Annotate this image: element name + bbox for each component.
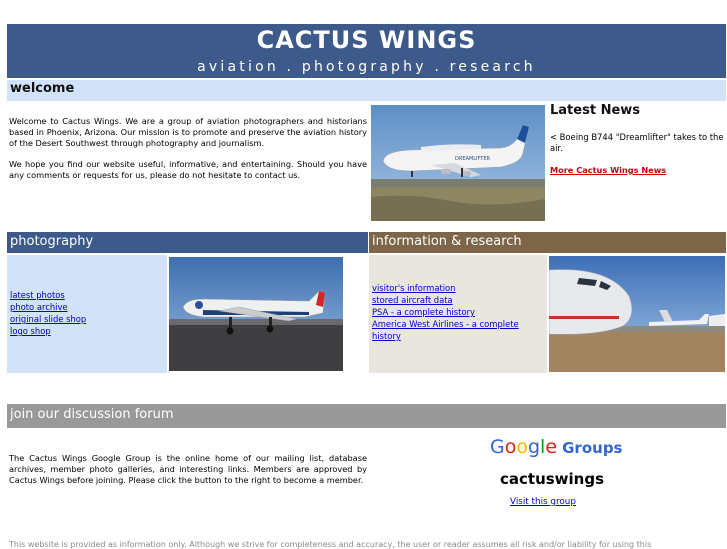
latest-photos-link[interactable]: latest photos	[10, 290, 65, 300]
groups-word: Groups	[562, 439, 623, 457]
photography-heading: photography	[10, 234, 94, 249]
site-header	[7, 24, 726, 78]
news-item: < Boeing B744 "Dreamlifter" takes to the air.	[550, 132, 724, 153]
logo-shop-link[interactable]: logo shop	[10, 326, 51, 336]
america-west-history-link[interactable]: America West Airlines - a complete history	[372, 319, 519, 341]
dc3-photo	[169, 257, 343, 371]
information-links	[372, 282, 544, 342]
stored-aircraft-data-link[interactable]: stored aircraft data	[372, 295, 453, 305]
visit-group-link[interactable]: Visit this group	[510, 497, 576, 507]
google-groups-logo: Google Groups	[490, 436, 623, 458]
visitors-information-link[interactable]: visitor's information	[372, 283, 456, 293]
dreamlifter-photo	[371, 105, 545, 221]
site-tagline: aviation . photography . research	[197, 59, 536, 75]
footer-disclaimer: This website is provided as information only. Although we strive for completeness and accuracy, the user or reader assumes all risk and/or liability for using this	[9, 540, 652, 549]
psa-history-link[interactable]: PSA - a complete history	[372, 307, 475, 317]
photo-archive-link[interactable]: photo archive	[10, 302, 68, 312]
welcome-section-bar	[7, 80, 726, 101]
forum-heading: join our discussion forum	[10, 407, 174, 422]
original-slide-shop-link[interactable]: original slide shop	[10, 314, 87, 324]
site-title: CACTUS WINGS	[256, 26, 477, 54]
photography-links-panel	[7, 255, 167, 373]
photography-links	[10, 289, 86, 337]
information-heading: information & research	[372, 234, 522, 249]
welcome-text	[9, 116, 367, 192]
welcome-paragraph-2: We hope you find our website useful, informative, and entertaining. Should you have any comments or requests for us, please do not hesitate to contact us.	[9, 159, 367, 180]
latest-news-heading: Latest News	[550, 103, 641, 118]
forum-description: The Cactus Wings Google Group is the online home of our mailing list, database archives, member photo galleries, and interesting links. Members are approved by Cactus Wings before joining. Please click the button to the right to become a member.	[9, 453, 367, 485]
information-links-panel	[369, 255, 547, 373]
photography-section-bar	[7, 232, 368, 253]
information-section-bar	[369, 232, 726, 253]
group-name: cactuswings	[500, 470, 605, 488]
stored-aircraft-photo	[549, 256, 725, 372]
more-news-link[interactable]: More Cactus Wings News	[550, 165, 667, 175]
forum-section-bar	[7, 404, 726, 428]
svg-text:DREAMLIFTER: DREAMLIFTER	[455, 156, 490, 162]
welcome-paragraph-1: Welcome to Cactus Wings. We are a group of aviation photographers and historians based in Phoenix, Arizona. Our mission is to promote and preserve the aviation history of the Desert Southwest through photography and journalism.	[9, 116, 367, 148]
welcome-heading: welcome	[10, 81, 75, 96]
